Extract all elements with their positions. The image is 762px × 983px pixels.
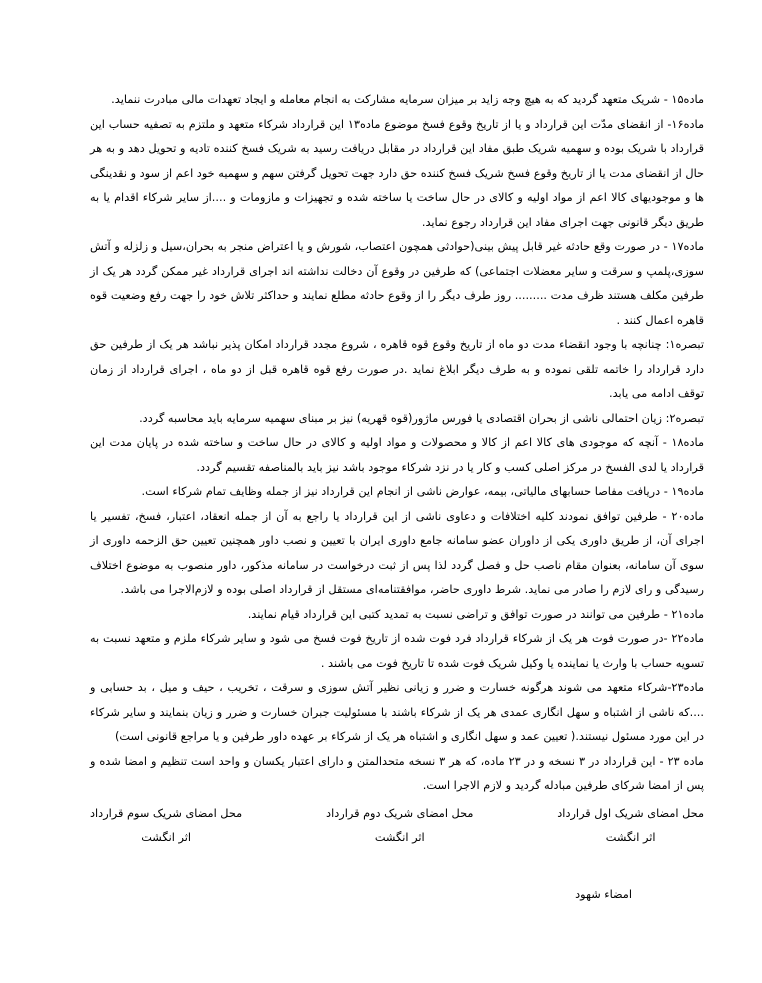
article-23: ماده۲۳-شرکاء متعهد می شوند هرگونه خسارت و ضرر و زیانی نظیر آتش سوزی و سرقت ، تخریب ، حیف و میل ، بد حسابی و ....که ناشی از اشتباه و سهل انگاری عمدی هر یک از شرکاء باشند با مسئولیت جبران خسارت و ضرر و زیان بنمایند و سایر شرکاء در این مورد مسئول نیستند.( تعیین عمد و سهل انگاری و اشتباه هر یک از شرکاء بر عهده داور طرفین و یا مراجع قانونی است) [90,681,704,743]
contract-page [90,88,704,907]
witnesses-signature: امضاء شهود [575,887,632,901]
article-17: ماده۱۷ - در صورت وقع حادثه غیر قابل پیش بینی(حوادثی همچون اعتصاب، شورش و یا اعتراض منجر به بحران،سیل و زلزله و آتش سوزی،پلمپ و سرقت و سایر معضلات اجتماعی) که طرفین در وقوع آن دخالت نداشته اند اجرای قرارداد غیر ممکن گردد هر یک از طرفین مکلف هستند ظرف مدت ......... روز طرف دیگر را از وقوع حادثه مطلع نمایند و حداکثر تلاش خود را جهت رفع وضعیت قوه قاهره اعمال کنند . [90,240,704,327]
article-16: ماده۱۶- از انقضای مدّت این قرارداد و یا از تاریخ وقوع فسخ موضوع ماده۱۳ این قرارداد شرکاء متعهد و ملتزم به تصفیه حساب این قرارداد با شریک بوده و سهمیه شریک طبق مفاد این قرارداد در مقابل دریافت رسید به شریک فسخ کننده تادیه و تحویل دهد و به هر حال از انقضای مدت یا از تاریخ وقوع فسخ شریک فسخ کننده حق دارد جهت تحویل گرفتن سهم و سهمیه خود اعم از سود و نقدینگی ها و موجودیهای کالا اعم از مواد اولیه و کالای در حال ساخت یا ساخته شده و تجهیزات و مازومات و ....از سایر شرکاء اقدام یا به طریق دیگر قانونی جهت اجرای مفاد این قرارداد رجوع نماید. [90,117,705,229]
article-22: ماده۲۲ -در صورت فوت هر یک از شرکاء قرارداد فرد فوت شده از تاریخ فوت فسخ می شود و سایر شرکاء ملزم و متعهد نسبت به تسویه حساب با وارث یا نماینده یا وکیل شریک فوت شده تا تاریخ فوت می باشند . [90,632,704,670]
article-18: ماده۱۸ - آنچه که موجودی های کالا اعم از کالا و محصولات و مواد اولیه و کالای در حال ساخت و ساخته شده در پایان مدت این قرارداد یا لدی الفسخ در مرکز اصلی کسب و کار یا در نزد شرکاء موجود باشد نیز باید بالمناصفه تقسیم گردد. [90,436,704,474]
article-23-copies: ماده ۲۳ - این قرارداد در ۳ نسخه و در ۲۳ ماده، که هر ۳ نسخه متحدالمتن و دارای اعتبار یکسان و واحد است تنظیم و امضا شده و پس از امضا شرکای طرفین مبادله گردید و لازم الاجرا است. [90,754,704,792]
thumbprint-label: اثر انگشت [605,830,656,844]
article-20: ماده۲۰ - طرفین توافق نمودند کلیه اختلافات و دعاوی ناشی از این قرارداد یا راجع به آن از جمله انعقاد، اعتبار، فسخ، تفسیر یا اجرای آن، از طریق داوری یکی از داوران عضو سامانه جامع داوری ایران با تعیین و نصب داور همچنین تعیین حق الزحمه داوری از سوی آن سامانه، بعنوان مقام ناصب حل و فصل گردد لذا پس از ثبت درخواست در سامانه مذکور، داور منصوب به موضوع اختلاف رسیدگی و رای لازم را صادر می نماید. شرط داوری حاضر، موافقتنامه‌ای مستقل از قرارداد اصلی بوده و لازم‌الاجرا می باشد. [90,509,704,596]
signature-block [90,803,704,849]
note-2: تبصره۲: زیان احتمالی ناشی از بحران اقتصادی یا فورس ماژور(قوه قهریه) نیز بر مبنای سهمیه سرمایه باید محاسبه گردد. [139,411,704,425]
note-1: تبصره۱: چنانچه با وجود انقضاء مدت دو ماه از تاریخ وقوع قوه قاهره ، شروع مجدد قرارداد امکان پذیر نباشد هر یک از طرفین حق دارد قرارداد را خاتمه تلقی نموده و به طرف دیگر ابلاغ نماید .در صورت رفع قوه قاهره قبل از دو ماه ، اجرای قرارداد از زمان توقف ادامه می یابد. [90,338,704,400]
thumbprint-label: اثر انگشت [374,830,425,844]
article-15: ماده۱۵ - شریک متعهد گردید که به هیچ وجه زاید بر میزان سرمایه مشارکت به انجام معامله و ایجاد تعهدات مالی مبادرت ننماید. [111,93,704,106]
article-19: ماده۱۹ - دریافت مفاصا حسابهای مالیاتی، بیمه، عوارض ناشی از انجام این قرارداد نیز از جمله وظایف تمام شرکاء است. [141,485,704,498]
thumbprint-label: اثر انگشت [141,830,192,844]
signature-partner-2 [326,803,473,849]
signature-label: محل امضای شریک سوم قرارداد [90,806,243,820]
signature-label: محل امضای شریک اول قرارداد [557,806,704,820]
signature-label: محل امضای شریک دوم قرارداد [326,806,474,820]
article-21: ماده۲۱ - طرفین می توانند در صورت توافق و تراضی نسبت به تمدید کتبی این قرارداد قیام نمایند. [247,607,704,621]
signature-partner-3 [90,803,242,849]
signature-partner-1 [557,803,704,849]
